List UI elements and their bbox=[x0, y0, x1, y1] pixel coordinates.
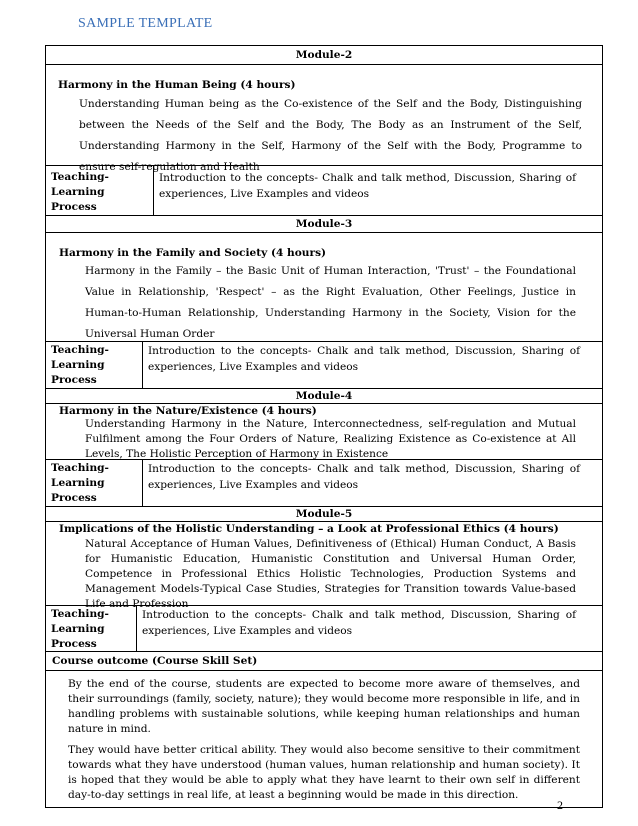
module-2-description: Understanding Human being as the Co-existence of the Self and the Body, Distinguishing between the Needs of the Self and the Body, The Body as an Instrument of the Self, Understanding Harmony in the Self, Harmony of the Self with the Body, Programme to ensure self-regulation and Health bbox=[79, 98, 582, 173]
module-5-teaching-process bbox=[46, 606, 602, 652]
module-2-header: Module-2 bbox=[46, 46, 602, 65]
module-5-topic: Implications of the Holistic Understanding – a Look at Professional Ethics (4 hours) bbox=[59, 523, 559, 535]
teaching-learning-text: Introduction to the concepts- Chalk and talk method, Discussion, Sharing of experiences, Live Examples and videos bbox=[159, 172, 576, 200]
module-3-teaching-process bbox=[46, 342, 602, 389]
teaching-learning-text: Introduction to the concepts- Chalk and talk method, Discussion, Sharing of experiences, Live Examples and videos bbox=[142, 609, 576, 637]
course-outcome-paragraph: By the end of the course, students are expected to become more aware of themselves, and their surroundings (family, society, nature); they would become more responsible in life, and in handling problems with sustainable solutions, while keeping human relationships and human nature in mind. bbox=[68, 678, 580, 735]
module-2-content bbox=[46, 65, 602, 173]
module-3-description: Harmony in the Family – the Basic Unit of Human Interaction, 'Trust' – the Foundational Value in Relationship, 'Respect' – as the Right Evaluation, Other Feelings, Justice in Human-to-Human Relationship, Understanding Harmony in the Society, Vision for the Universal Human Order bbox=[85, 265, 576, 340]
module-5-description: Natural Acceptance of Human Values, Definitiveness of (Ethical) Human Conduct, A Basis for Humanistic Education, Humanistic Constitution and Universal Human Order, Competence in Professional Ethics Holistic Technologies, Production Systems and Management Models-Typical Case Studies, Strategies for Transition towards Value-based Life and Profession bbox=[85, 538, 576, 610]
teaching-learning-label: Teaching-Learning Process bbox=[46, 166, 154, 215]
module-3-content bbox=[46, 233, 602, 342]
teaching-learning-text: Introduction to the concepts- Chalk and talk method, Discussion, Sharing of experiences, Live Examples and videos bbox=[148, 463, 580, 491]
module-3-topic: Harmony in the Family and Society (4 hours) bbox=[59, 247, 327, 259]
course-outcome-body bbox=[46, 671, 602, 807]
module-4-description: Understanding Harmony in the Nature, Interconnectedness, self-regulation and Mutual Fulfilment among the Four Orders of Nature, Realizing Existence as Co-existence at All Levels, The Holistic Perception of Harmony in Existence bbox=[85, 418, 576, 460]
module-4-header: Module-4 bbox=[46, 389, 602, 404]
module-5-content bbox=[46, 522, 602, 610]
module-4-topic: Harmony in the Nature/Existence (4 hours) bbox=[59, 405, 317, 417]
module-5-header: Module-5 bbox=[46, 507, 602, 522]
module-4-teaching-process bbox=[46, 460, 602, 507]
course-outcome-title: Course outcome (Course Skill Set) bbox=[46, 652, 602, 671]
module-2-teaching-process bbox=[46, 166, 602, 216]
teaching-learning-text: Introduction to the concepts- Chalk and talk method, Discussion, Sharing of experiences, Live Examples and videos bbox=[148, 345, 580, 373]
teaching-learning-label: Teaching-Learning Process bbox=[46, 460, 143, 506]
teaching-learning-label: Teaching-Learning Process bbox=[46, 342, 143, 388]
module-3-header: Module-3 bbox=[46, 216, 602, 233]
teaching-learning-label: Teaching-Learning Process bbox=[46, 606, 137, 651]
syllabus-table bbox=[45, 45, 603, 808]
module-2-topic: Harmony in the Human Being (4 hours) bbox=[58, 79, 296, 91]
sample-template-label: SAMPLE TEMPLATE bbox=[78, 16, 213, 31]
course-outcome-paragraph: They would have better critical ability. They would also become sensitive to their commitment towards what they have understood (human values, human relationship and human society). It is hoped that they would be able to apply what they have learnt to their own self in different day-to-day settings in real life, at least a beginning would be made in this direction. bbox=[68, 744, 580, 801]
module-4-content bbox=[46, 404, 602, 460]
page-number: 2 bbox=[557, 798, 563, 812]
